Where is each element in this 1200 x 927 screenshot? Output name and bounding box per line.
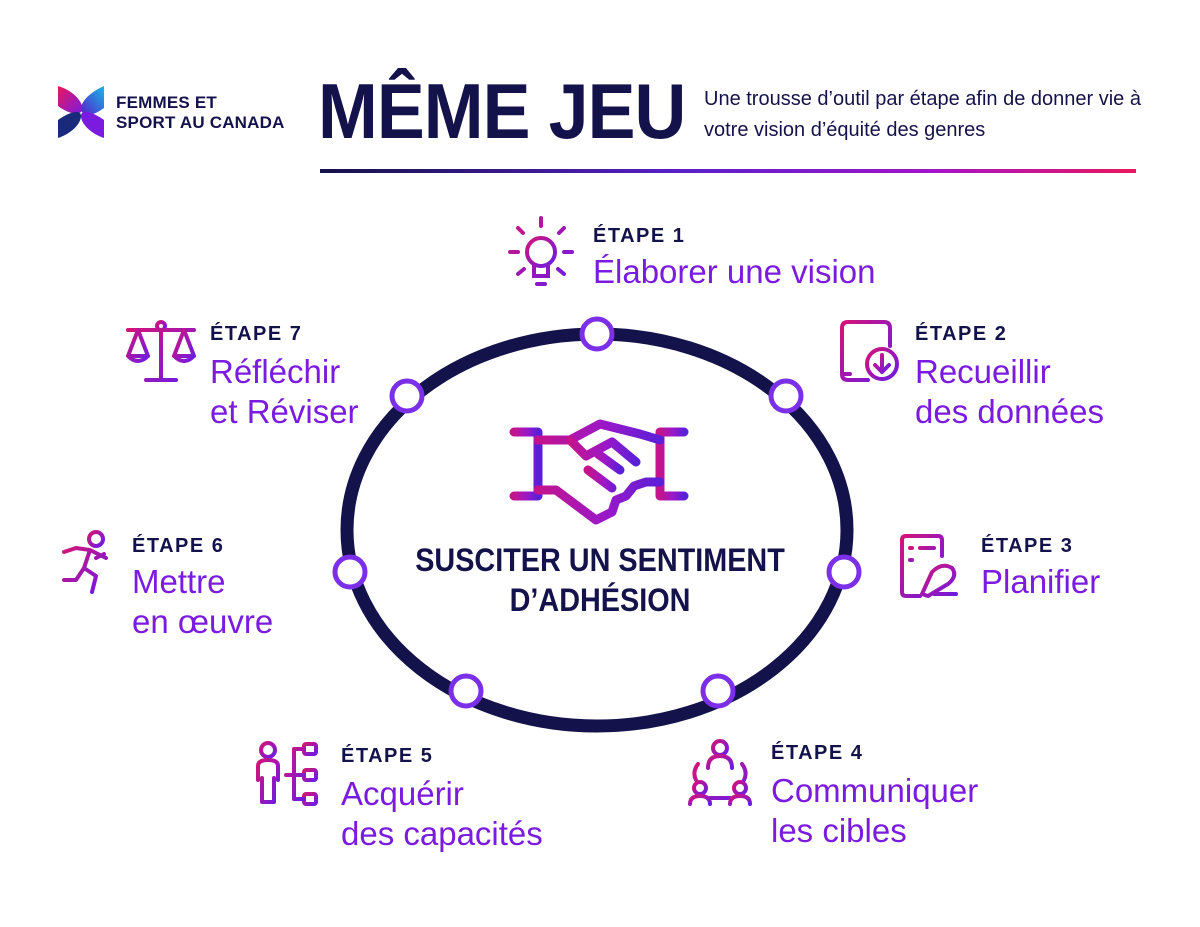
step-4-title: Communiquer les cibles <box>771 772 979 849</box>
center-heading: SUSCITER UN SENTIMENT D’ADHÉSION <box>415 542 785 618</box>
step-2-title: Recueillir des données <box>915 353 1104 430</box>
step-7 <box>210 322 359 432</box>
person-flowchart-icon <box>254 740 322 808</box>
step-7-label: ÉTAPE 7 <box>210 323 303 345</box>
running-person-icon <box>60 530 114 596</box>
step-6 <box>132 534 273 642</box>
step-1 <box>593 224 876 292</box>
node-step-6 <box>335 557 365 587</box>
step-1-title: Élaborer une vision <box>593 253 876 290</box>
step-6-label: ÉTAPE 6 <box>132 535 225 557</box>
node-step-1 <box>582 319 612 349</box>
node-step-3 <box>829 557 859 587</box>
people-network-icon <box>688 738 752 808</box>
lightbulb-icon <box>508 214 574 294</box>
step-7-title: Réfléchir et Réviser <box>210 353 359 430</box>
node-step-4 <box>703 676 733 706</box>
step-6-title: Mettre en œuvre <box>132 563 274 640</box>
step-2 <box>915 322 1104 432</box>
org-name: FEMMES ET SPORT AU CANADA <box>116 93 285 132</box>
step-3 <box>981 534 1100 602</box>
step-4 <box>771 741 978 851</box>
node-step-2 <box>771 381 801 411</box>
step-5-title: Acquérir des capacités <box>341 775 543 852</box>
step-1-label: ÉTAPE 1 <box>593 225 686 247</box>
node-step-7 <box>392 381 422 411</box>
step-5 <box>341 744 543 854</box>
step-3-label: ÉTAPE 3 <box>981 535 1074 557</box>
step-3-title: Planifier <box>981 563 1101 600</box>
step-5-label: ÉTAPE 5 <box>341 745 434 767</box>
step-2-label: ÉTAPE 2 <box>915 323 1008 345</box>
handshake-icon <box>514 424 684 520</box>
balance-scale-icon <box>124 318 198 386</box>
node-step-5 <box>451 676 481 706</box>
step-4-label: ÉTAPE 4 <box>771 742 864 764</box>
clipboard-pen-icon <box>898 532 964 600</box>
ring-nodes <box>335 319 859 706</box>
page-title: MÊME JEU <box>318 67 686 155</box>
page-subtitle: Une trousse d’outil par étape afin de donner vie à votre vision d’équité des genres <box>704 88 1141 141</box>
document-download-icon <box>838 318 900 384</box>
